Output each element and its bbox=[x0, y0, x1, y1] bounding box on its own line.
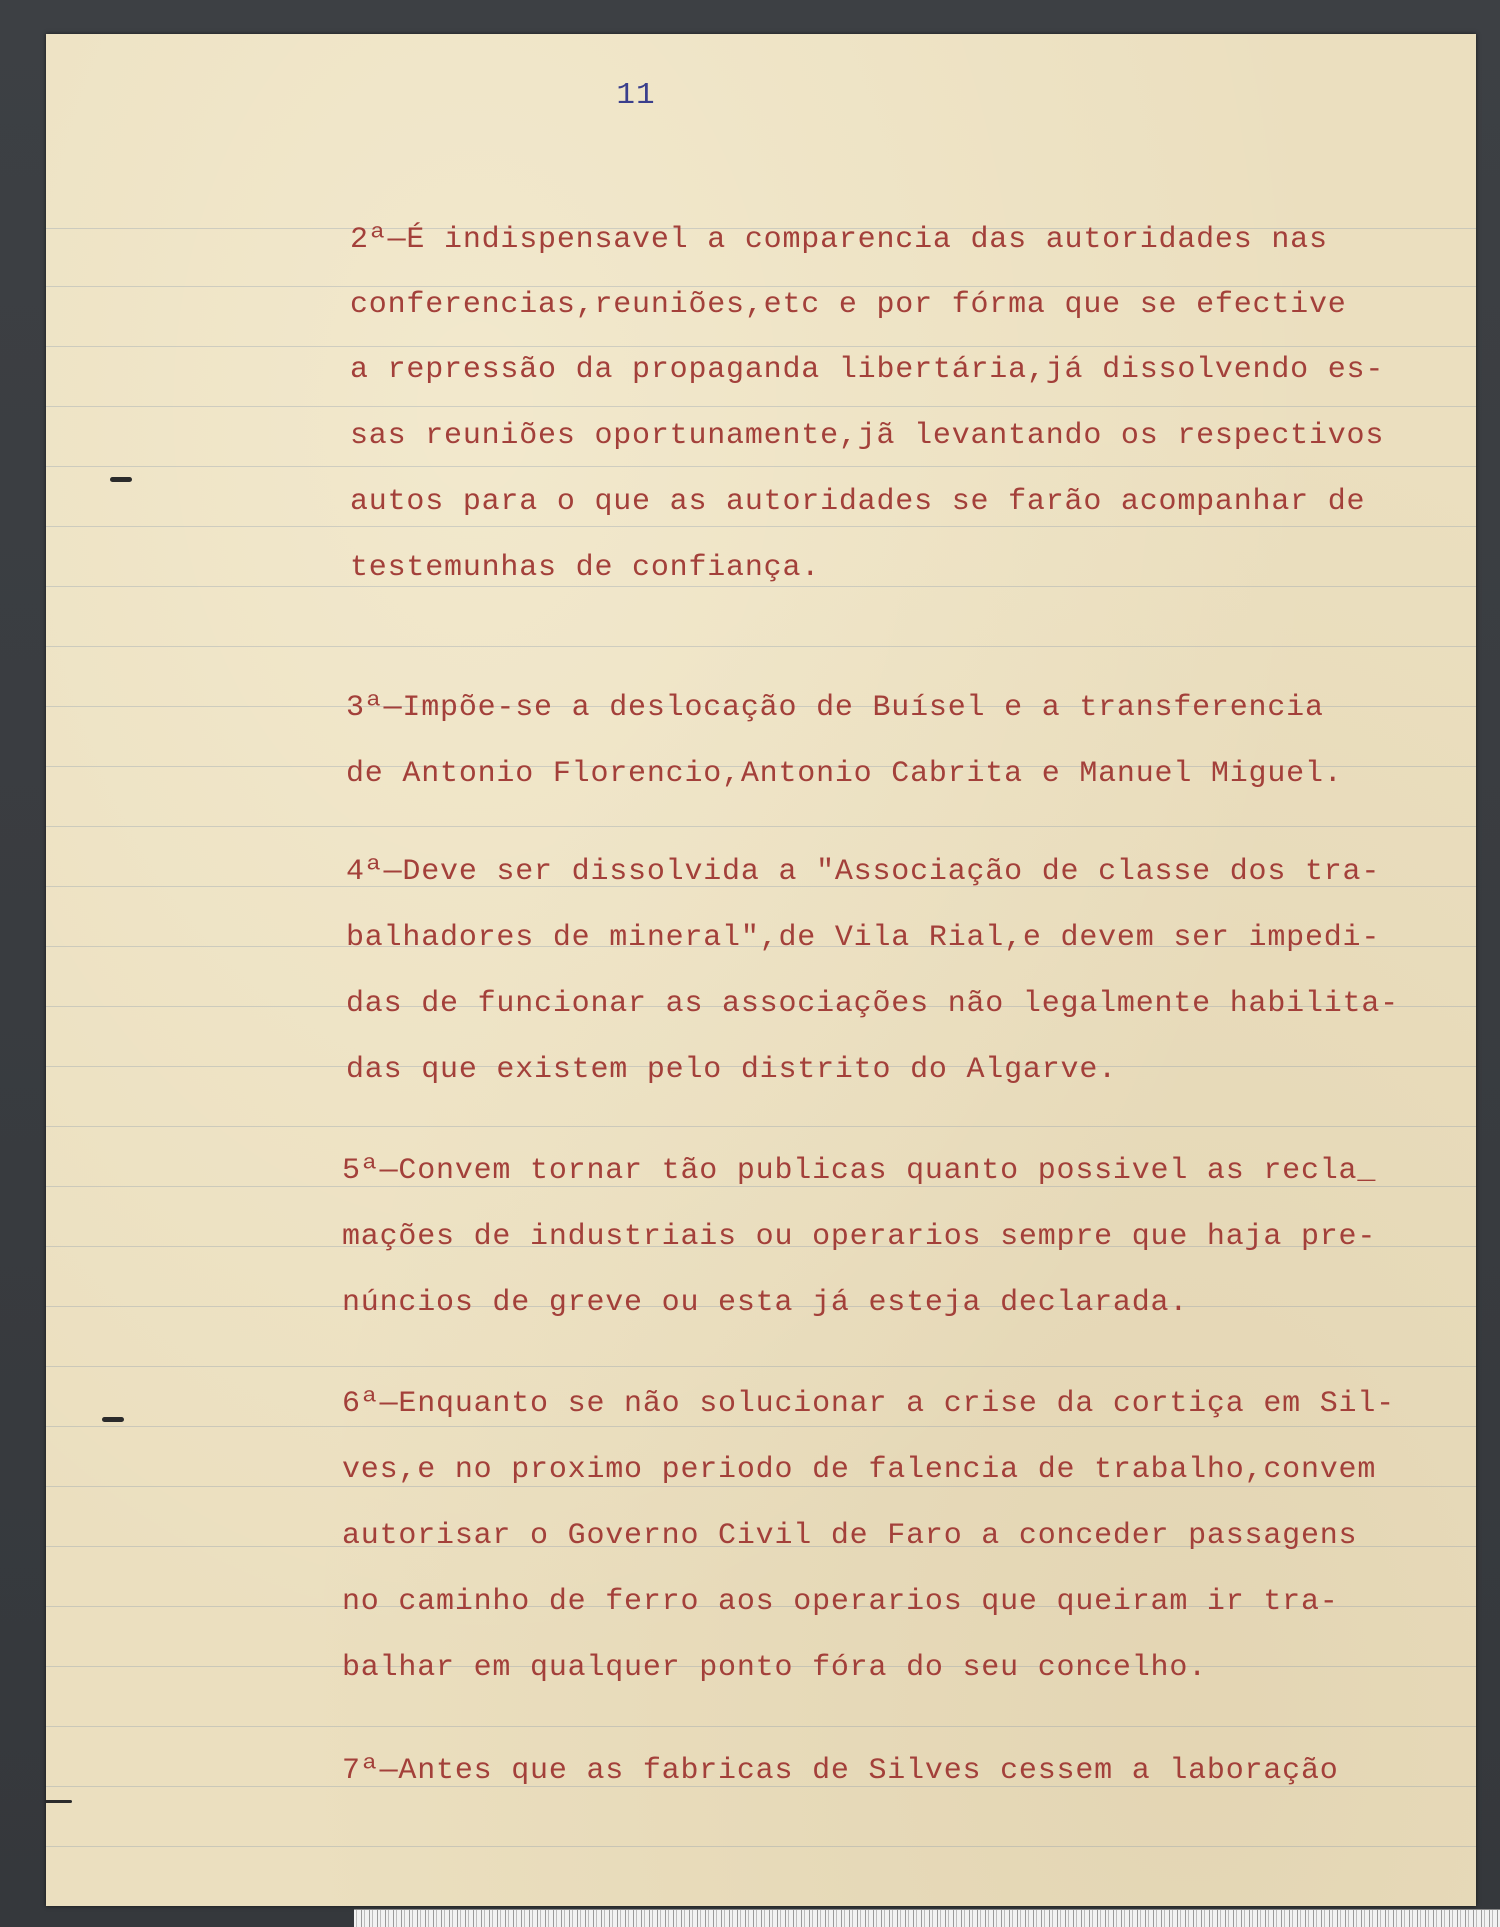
ruled-line bbox=[46, 406, 1476, 407]
ruled-line bbox=[46, 1726, 1476, 1727]
text-line: sas reuniões oportunamente,jã levantando os respectivos bbox=[350, 419, 1385, 453]
ruled-line bbox=[46, 1366, 1476, 1367]
ruled-line bbox=[46, 826, 1476, 827]
text-line: a repressão da propaganda libertária,já dissolvendo es- bbox=[350, 353, 1385, 387]
text-line: núncios de greve ou esta já esteja declarada. bbox=[342, 1286, 1189, 1320]
scanner-ruler-strip bbox=[354, 1909, 1500, 1927]
text-line: testemunhas de confiança. bbox=[350, 551, 821, 585]
document-page bbox=[46, 34, 1476, 1906]
text-line: conferencias,reuniões,etc e por fórma que se efective bbox=[350, 288, 1347, 322]
ruled-line bbox=[46, 286, 1476, 287]
text-line: das de funcionar as associações não legalmente habilita- bbox=[346, 987, 1399, 1021]
text-line: 2ª—É indispensavel a comparencia das autoridades nas bbox=[350, 223, 1328, 257]
text-line: ves,e no proximo periodo de falencia de trabalho,convem bbox=[342, 1453, 1377, 1487]
text-line: autorisar o Governo Civil de Faro a conceder passagens bbox=[342, 1519, 1358, 1553]
ruled-line bbox=[46, 346, 1476, 347]
ruled-line bbox=[46, 1846, 1476, 1847]
text-line: 4ª—Deve ser dissolvida a "Associação de classe dos tra- bbox=[346, 855, 1381, 889]
text-line: 5ª—Convem tornar tão publicas quanto possivel as recla_ bbox=[342, 1154, 1377, 1188]
ruled-line bbox=[46, 1126, 1476, 1127]
ruled-line bbox=[46, 586, 1476, 587]
binding-mark bbox=[102, 1417, 124, 1422]
text-line: no caminho de ferro aos operarios que queiram ir tra- bbox=[342, 1585, 1339, 1619]
binding-mark bbox=[110, 477, 132, 482]
binding-mark bbox=[46, 1800, 72, 1803]
ruled-line bbox=[46, 526, 1476, 527]
text-line: autos para o que as autoridades se farão acompanhar de bbox=[350, 485, 1366, 519]
ruled-line bbox=[46, 466, 1476, 467]
page-number: 11 bbox=[616, 78, 656, 113]
text-line: mações de industriais ou operarios sempre que haja pre- bbox=[342, 1220, 1377, 1254]
text-line: de Antonio Florencio,Antonio Cabrita e Manuel Miguel. bbox=[346, 757, 1343, 791]
ruled-line bbox=[46, 646, 1476, 647]
text-line: 3ª—Impõe-se a deslocação de Buísel e a transferencia bbox=[346, 691, 1324, 725]
text-line: das que existem pelo distrito do Algarve. bbox=[346, 1053, 1117, 1087]
text-line: 6ª—Enquanto se não solucionar a crise da cortiça em Sil- bbox=[342, 1387, 1395, 1421]
ruled-line bbox=[46, 1426, 1476, 1427]
text-line: balhar em qualquer ponto fóra do seu concelho. bbox=[342, 1651, 1207, 1685]
text-line: 7ª—Antes que as fabricas de Silves cessem a laboração bbox=[342, 1754, 1339, 1788]
text-line: balhadores de mineral",de Vila Rial,e devem ser impedi- bbox=[346, 921, 1381, 955]
